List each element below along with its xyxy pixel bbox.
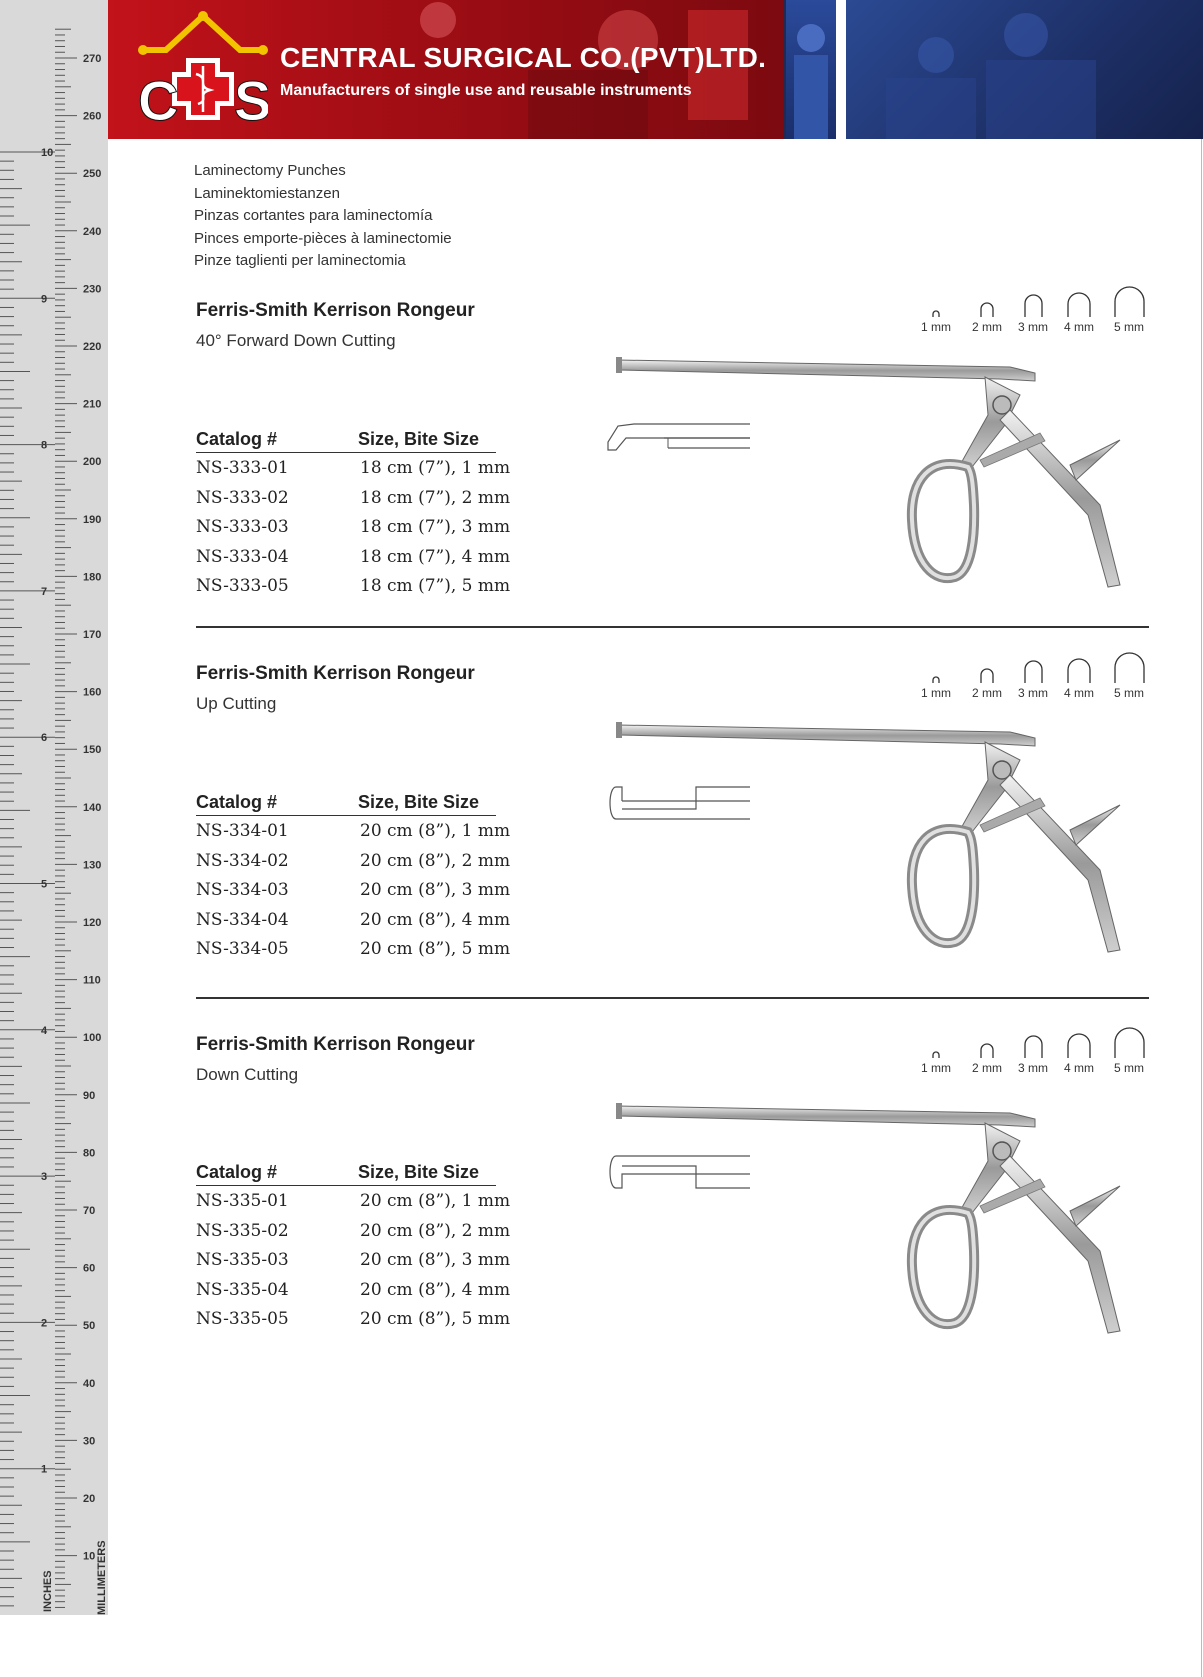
- ruler-ticks: [0, 0, 108, 1615]
- ruler-mm-label: 170: [83, 629, 102, 641]
- size-bite-value: 18 cm (7”), 4 mm: [360, 546, 511, 567]
- bite-profile-icon: [1066, 292, 1092, 318]
- page-right-border: [1201, 139, 1202, 1677]
- ruler-mm-label: 20: [83, 1493, 96, 1505]
- catalog-number: NS-335-01: [196, 1191, 289, 1211]
- table-header: [196, 1161, 496, 1186]
- section-subtitle: Up Cutting: [196, 694, 277, 713]
- section-title: Ferris-Smith Kerrison Rongeur: [196, 1034, 475, 1055]
- catalog-column-header: Catalog #: [196, 429, 278, 449]
- bite-profile-icon: [1113, 286, 1146, 318]
- catalog-number: NS-335-02: [196, 1220, 289, 1241]
- size-bite-value: 20 cm (8”), 3 mm: [360, 1250, 511, 1270]
- bite-profile-icon: [979, 1043, 995, 1059]
- size-column-header: Size, Bite Size: [358, 792, 480, 812]
- bite-size-label: 3 mm: [1018, 686, 1048, 700]
- catalog-column-header: Catalog #: [196, 1162, 278, 1182]
- header-banner: [108, 0, 1203, 139]
- bite-size-label: 4 mm: [1064, 686, 1094, 700]
- category-label-english: Laminectomy Punches: [194, 162, 346, 179]
- bite-size-item: [1056, 1033, 1102, 1075]
- header-photo-surgeon: [786, 0, 836, 139]
- ruler-mm-label: 30: [83, 1435, 96, 1448]
- category-label-german: Laminektomiestanzen: [194, 184, 340, 202]
- category-label-spanish: Pinzas cortantes para laminectomía: [194, 207, 433, 224]
- ruler-footer: [0, 1615, 108, 1677]
- ruler-mm-label: 50: [83, 1320, 96, 1333]
- table-row: [196, 571, 511, 601]
- table-row: [196, 483, 511, 513]
- ruler-inch-label: 10: [41, 147, 54, 159]
- section-subtitle: 40° Forward Down Cutting: [196, 331, 396, 350]
- bite-size-diagram: [921, 286, 1160, 334]
- ruler-inch-label: 8: [41, 439, 48, 452]
- section-subtitle: Down Cutting: [196, 1065, 299, 1084]
- ruler-inch-label: 6: [41, 732, 48, 745]
- catalog-number: NS-333-01: [196, 458, 289, 478]
- bite-size-label: 5 mm: [1114, 320, 1144, 334]
- bite-size-item: [964, 668, 1010, 700]
- ruler-mm-label: 150: [83, 744, 102, 757]
- size-bite-value: 20 cm (8”), 4 mm: [360, 909, 511, 930]
- company-logo: [138, 8, 268, 126]
- company-tagline: Manufacturers of single use and reusable instruments: [280, 82, 692, 99]
- catalog-table: [196, 791, 511, 964]
- ruler-mm-label: 240: [83, 225, 102, 238]
- ruler-mm-label: 140: [83, 801, 102, 814]
- table-header: [196, 791, 496, 816]
- size-bite-value: 20 cm (8”), 2 mm: [360, 1220, 511, 1241]
- bite-size-label: 3 mm: [1018, 320, 1048, 334]
- bite-profile-icon: [1023, 660, 1044, 684]
- section-divider: [196, 997, 1149, 999]
- catalog-number: NS-333-02: [196, 487, 289, 508]
- section-title: Ferris-Smith Kerrison Rongeur: [196, 300, 475, 321]
- bite-size-item: [913, 676, 959, 700]
- header-photo-operating-room: [846, 0, 1203, 139]
- bite-size-label: 1 mm: [921, 686, 951, 700]
- size-bite-value: 20 cm (8”), 5 mm: [360, 939, 511, 959]
- size-bite-value: 18 cm (7”), 2 mm: [360, 487, 511, 508]
- bite-profile-icon: [1023, 294, 1044, 318]
- ruler-mm-label: 60: [83, 1262, 96, 1275]
- table-row: [196, 816, 511, 846]
- size-column-header: Size, Bite Size: [358, 1162, 480, 1182]
- table-row: [196, 875, 511, 905]
- table-row: [196, 846, 511, 876]
- bite-profile-icon: [1113, 1027, 1146, 1059]
- bite-profile-icon: [931, 1051, 941, 1059]
- category-label-italian: Pinze taglienti per laminectomia: [194, 252, 406, 269]
- bite-size-item: [1106, 652, 1152, 700]
- size-bite-value: 18 cm (7”), 3 mm: [360, 517, 511, 537]
- rongeur-instrument-image: [600, 720, 1160, 970]
- catalog-number: NS-334-01: [196, 821, 289, 841]
- ruler-mm-label: 100: [83, 1032, 102, 1045]
- size-bite-value: 20 cm (8”), 1 mm: [360, 1191, 511, 1211]
- catalog-column-header: Catalog #: [196, 792, 278, 812]
- ruler-mm-label: 270: [83, 53, 102, 65]
- ruler-inch-label: 9: [41, 293, 48, 306]
- bite-size-label: 1 mm: [921, 320, 951, 334]
- category-label-french: Pinces emporte-pièces à laminectomie: [194, 229, 452, 247]
- ruler-mm-label: 110: [83, 974, 101, 987]
- rongeur-instrument-image: [600, 1101, 1160, 1351]
- table-row: [196, 512, 511, 542]
- measurement-ruler: [0, 0, 108, 1615]
- bite-size-label: 2 mm: [972, 686, 1002, 700]
- bite-size-label: 5 mm: [1114, 1061, 1144, 1075]
- tip-detail-drawing: [604, 785, 754, 821]
- ruler-mm-label: 80: [83, 1147, 96, 1160]
- bite-size-item: [1106, 1027, 1152, 1075]
- catalog-number: NS-335-03: [196, 1250, 289, 1270]
- bite-profile-icon: [931, 676, 941, 684]
- ruler-mm-label: 10: [83, 1550, 96, 1563]
- ruler-inch-label: 3: [41, 1171, 48, 1184]
- svg-text:C: C: [138, 69, 179, 126]
- bite-size-label: 5 mm: [1114, 686, 1144, 700]
- catalog-number: NS-333-04: [196, 546, 289, 567]
- size-bite-value: 20 cm (8”), 1 mm: [360, 821, 511, 841]
- catalog-number: NS-334-05: [196, 939, 289, 959]
- size-bite-value: 18 cm (7”), 1 mm: [360, 458, 511, 478]
- tip-detail-drawing: [604, 1154, 754, 1190]
- catalog-number: NS-335-05: [196, 1309, 289, 1329]
- bite-size-item: [1010, 1035, 1056, 1075]
- bite-size-label: 3 mm: [1018, 1061, 1048, 1075]
- ruler-mm-label: 130: [83, 859, 102, 872]
- table-row: [196, 934, 511, 964]
- section-title: Ferris-Smith Kerrison Rongeur: [196, 663, 475, 684]
- ruler-inch-label: 7: [41, 585, 48, 598]
- ruler-mm-label: 230: [83, 283, 102, 296]
- table-header: [196, 428, 496, 453]
- company-name: CENTRAL SURGICAL CO.(PVT)LTD.: [280, 42, 767, 73]
- bite-size-item: [1010, 294, 1056, 334]
- ruler-mm-label: 120: [83, 917, 102, 929]
- bite-size-item: [913, 310, 959, 334]
- size-bite-value: 20 cm (8”), 2 mm: [360, 850, 511, 871]
- catalog-number: NS-334-03: [196, 880, 289, 900]
- ruler-inch-label: 4: [41, 1024, 48, 1037]
- table-row: [196, 1245, 511, 1275]
- ruler-mm-label: 260: [83, 110, 102, 123]
- size-column-header: Size, Bite Size: [358, 429, 480, 449]
- bite-profile-icon: [1066, 1033, 1092, 1059]
- ruler-mm-label: 200: [83, 456, 102, 469]
- ruler-mm-label: 90: [83, 1089, 96, 1102]
- bite-profile-icon: [1023, 1035, 1044, 1059]
- ruler-millimeters-label: MILLIMETERS: [96, 1540, 108, 1615]
- size-bite-value: 18 cm (7”), 5 mm: [360, 576, 511, 596]
- bite-profile-icon: [931, 310, 941, 318]
- bite-size-item: [1106, 286, 1152, 334]
- product-category-list: [194, 160, 452, 273]
- ruler-mm-label: 250: [83, 168, 102, 181]
- table-row: [196, 453, 511, 483]
- bite-size-diagram: [921, 652, 1160, 700]
- ruler-mm-label: 210: [83, 398, 102, 411]
- catalog-number: NS-333-05: [196, 576, 289, 596]
- ruler-inches-label: INCHES: [42, 1570, 54, 1612]
- catalog-number: NS-334-02: [196, 850, 289, 871]
- ruler-mm-label: 160: [83, 686, 102, 699]
- bite-size-label: 2 mm: [972, 1061, 1002, 1075]
- ruler-inch-label: 5: [41, 878, 48, 891]
- table-row: [196, 1275, 511, 1305]
- bite-profile-icon: [979, 668, 995, 684]
- table-row: [196, 905, 511, 935]
- catalog-table: [196, 428, 511, 601]
- section-divider: [196, 626, 1149, 628]
- catalog-number: NS-333-03: [196, 517, 289, 537]
- bite-profile-icon: [979, 302, 995, 318]
- table-row: [196, 542, 511, 572]
- rongeur-instrument-image: [600, 355, 1160, 605]
- table-row: [196, 1304, 511, 1334]
- size-bite-value: 20 cm (8”), 3 mm: [360, 880, 511, 900]
- ruler-mm-label: 40: [83, 1377, 96, 1390]
- tip-detail-drawing: [604, 420, 754, 456]
- table-row: [196, 1186, 511, 1216]
- catalog-table: [196, 1161, 511, 1334]
- ruler-inch-label: 2: [41, 1317, 48, 1330]
- bite-size-diagram: [921, 1027, 1160, 1075]
- bite-profile-icon: [1113, 652, 1146, 684]
- ruler-mm-label: 190: [83, 513, 102, 526]
- bite-size-item: [913, 1051, 959, 1075]
- bite-size-item: [1010, 660, 1056, 700]
- size-bite-value: 20 cm (8”), 5 mm: [360, 1309, 511, 1329]
- ruler-mm-label: 180: [83, 571, 102, 584]
- table-row: [196, 1216, 511, 1246]
- ruler-mm-label: 70: [83, 1205, 96, 1217]
- bite-size-label: 4 mm: [1064, 1061, 1094, 1075]
- bite-size-item: [964, 1043, 1010, 1075]
- bite-size-item: [1056, 658, 1102, 700]
- ruler-inch-label: 1: [41, 1463, 48, 1476]
- ruler-mm-label: 220: [83, 341, 102, 353]
- catalog-number: NS-335-04: [196, 1279, 289, 1300]
- catalog-number: NS-334-04: [196, 909, 289, 930]
- bite-size-label: 4 mm: [1064, 320, 1094, 334]
- bite-size-label: 2 mm: [972, 320, 1002, 334]
- bite-size-item: [1056, 292, 1102, 334]
- bite-profile-icon: [1066, 658, 1092, 684]
- bite-size-item: [964, 302, 1010, 334]
- size-bite-value: 20 cm (8”), 4 mm: [360, 1279, 511, 1300]
- bite-size-label: 1 mm: [921, 1061, 951, 1075]
- svg-text:S: S: [234, 69, 268, 126]
